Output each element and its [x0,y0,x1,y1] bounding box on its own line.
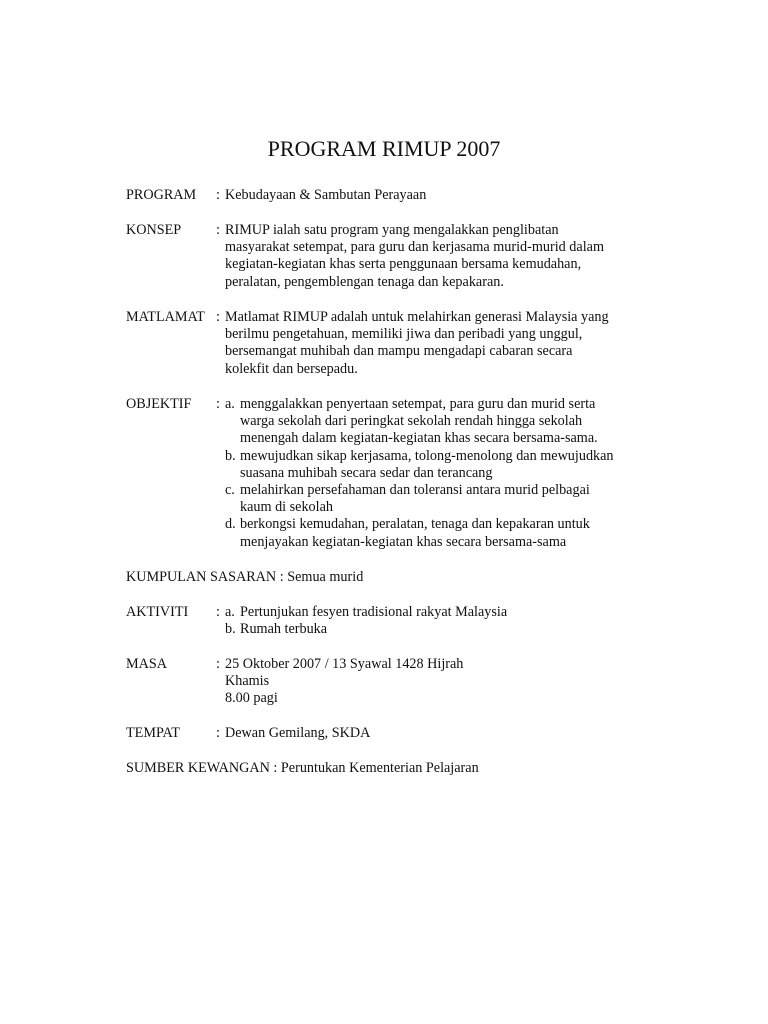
aktiviti-item-text: Pertunjukan fesyen tradisional rakyat Malaysia [240,604,508,620]
objektif-item-marker: a. [225,396,235,412]
document-title: PROGRAM RIMUP 2007 [267,136,501,161]
colon-separator: : [216,604,220,620]
sumber-kewangan-label: SUMBER KEWANGAN [126,760,270,776]
program-label: PROGRAM [126,187,197,203]
konsep-line: RIMUP ialah satu program yang mengalakkan penglibatan [225,222,559,238]
objektif-item-line: berkongsi kemudahan, peralatan, tenaga dan kepakaran untuk [240,516,590,533]
program-value: Kebudayaan & Sambutan Perayaan [225,187,427,203]
objektif-item-line: warga sekolah dari peringkat sekolah rendah hingga sekolah [240,413,583,430]
aktiviti-item-marker: a. [225,604,235,620]
objektif-item-line: menengah dalam kegiatan-kegiatan khas secara bersama-sama. [240,430,598,447]
objektif-item-line: kaum di sekolah [240,499,333,516]
colon-separator: : [216,656,220,672]
colon-separator: : [216,309,220,325]
objektif-label: OBJEKTIF [126,396,192,412]
colon-separator: : [273,760,278,776]
tempat-value: Dewan Gemilang, SKDA [225,725,371,741]
colon-separator: : [216,222,220,238]
kumpulan-sasaran-label: KUMPULAN SASARAN [126,569,277,585]
matlamat-line: bersemangat muhibah dan mampu mengadapi cabaran secara [225,343,573,360]
masa-line: Khamis [225,673,270,690]
objektif-item-line: suasana muhibah secara sedar dan terancang [240,464,493,481]
matlamat-line: Matlamat RIMUP adalah untuk melahirkan generasi Malaysia yang [225,309,609,325]
konsep-label: KONSEP [126,222,182,238]
konsep-line: peralatan, pengemblengan tenaga dan kepakaran. [225,273,504,290]
aktiviti-item-marker: b. [225,621,236,638]
matlamat-line: berilmu pengetahuan, memiliki jiwa dan peribadi yang unggul, [225,326,583,343]
tempat-label: TEMPAT [126,725,180,741]
konsep-line: masyarakat setempat, para guru dan kerjasama murid-murid dalam [225,239,604,256]
matlamat-line: kolekfit dan bersepadu. [225,360,358,377]
aktiviti-label: AKTIVITI [126,604,189,620]
objektif-item-line: menjayakan kegiatan-kegiatan khas secara bersama-sama [240,533,567,550]
objektif-item-line: mewujudkan sikap kerjasama, tolong-menolong dan mewujudkan [240,447,614,464]
aktiviti-item-text: Rumah terbuka [240,621,328,638]
colon-separator: : [279,569,284,585]
colon-separator: : [216,187,220,203]
konsep-line: kegiatan-kegiatan khas serta penggunaan bersama kemudahan, [225,256,582,273]
colon-separator: : [216,725,220,741]
objektif-item-line: menggalakkan penyertaan setempat, para guru dan murid serta [240,396,596,412]
objektif-item-marker: c. [225,482,235,498]
masa-label: MASA [126,656,167,672]
objektif-item-marker: d. [225,516,236,533]
colon-separator: : [216,396,220,412]
section-sumber-kewangan [126,760,479,777]
objektif-item-line: melahirkan persefahaman dan toleransi antara murid pelbagai [240,482,590,498]
objektif-item-marker: b. [225,447,236,464]
kumpulan-sasaran-value: Semua murid [287,569,364,585]
masa-line: 25 Oktober 2007 / 13 Syawal 1428 Hijrah [225,656,464,672]
masa-line: 8.00 pagi [225,690,278,707]
section-kumpulan-sasaran [126,569,363,586]
sumber-kewangan-value: Peruntukan Kementerian Pelajaran [280,760,479,776]
matlamat-label: MATLAMAT [126,309,205,325]
